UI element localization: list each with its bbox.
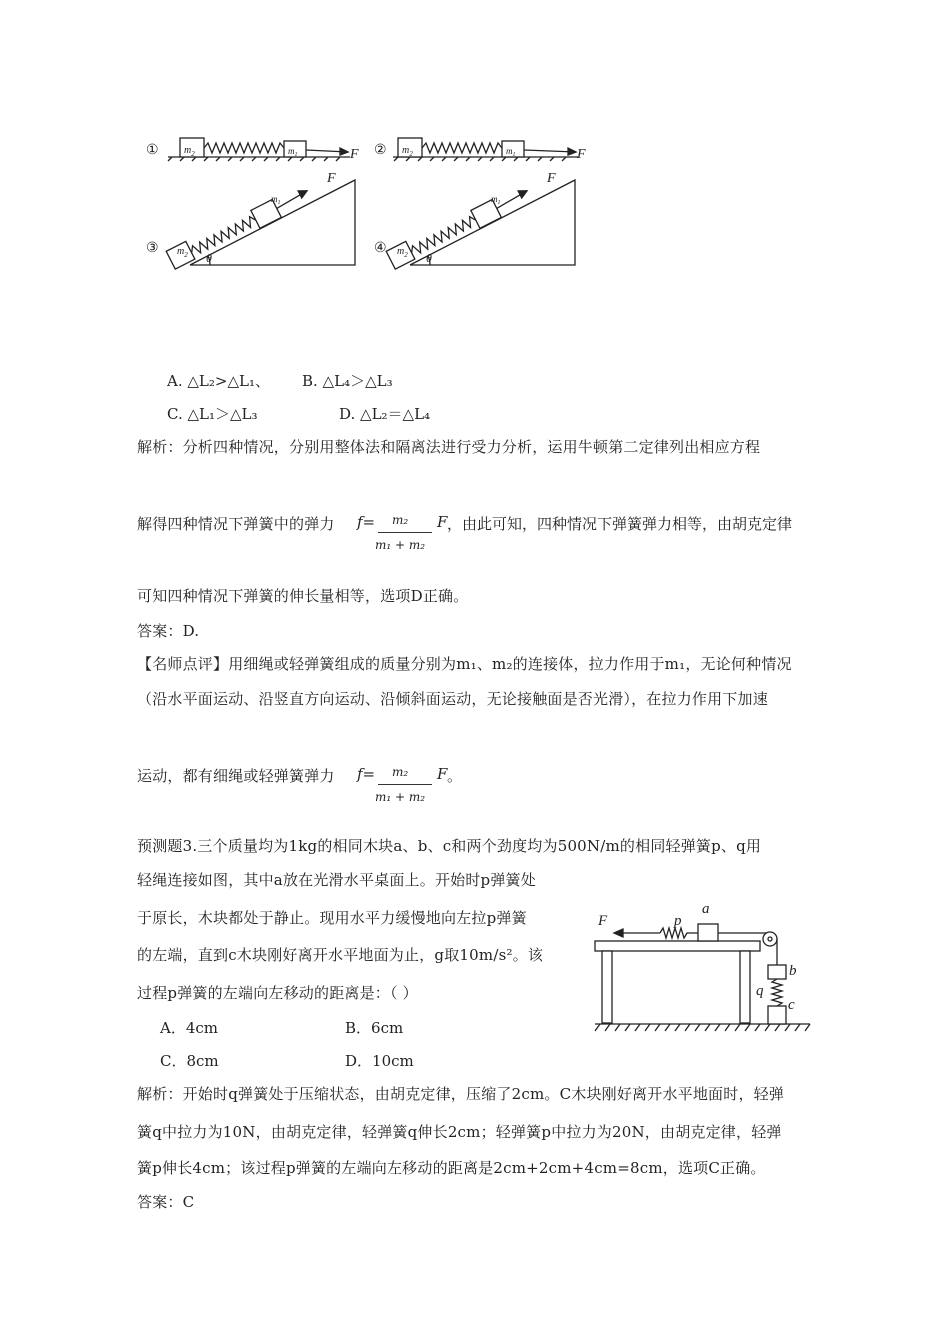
fig-label-b: b (789, 963, 797, 979)
q3-stem-1: 预测题3.三个质量均为1kg的相同木块a、b、c和两个劲度均为500N/m的相同轻弹簧p、q用 (137, 837, 762, 855)
comment-line-3: 运动，都有细绳或轻弹簧弹力 (137, 767, 335, 785)
q3-stem-2: 轻绳连接如图，其中a放在光滑水平桌面上。开始时p弹簧处 (137, 871, 536, 889)
svg-text:F: F (547, 171, 556, 186)
formula-numerator: m₂ (392, 513, 409, 527)
label-2: ② (374, 143, 387, 158)
analysis-line-3: 可知四种情况下弹簧的伸长量相等，选项D正确。 (137, 587, 469, 605)
formula-denominator-2: m₁ + m₂ (375, 790, 426, 804)
label-4: ④ (374, 241, 387, 256)
q3-stem-3: 于原长，木块都处于静止。现用水平力缓慢地向左拉p弹簧 (137, 909, 527, 927)
svg-text:F: F (350, 147, 359, 162)
answer-q2: 答案：D. (137, 622, 200, 640)
analysis-line-2b: ，由此可知，四种情况下弹簧弹力相等，由胡克定律 (447, 515, 793, 533)
q3-option-a: A．4cm (160, 1019, 219, 1037)
option-b: B. △L₄＞△L₃ (302, 372, 393, 390)
comment-line-1: 【名师点评】用细绳或轻弹簧组成的质量分别为m₁、m₂的连接体，拉力作用于m₁，无论何种情况 (137, 655, 792, 673)
q3-stem-5: 过程p弹簧的左端向左移动的距离是：（ ） (137, 984, 418, 1002)
svg-text:F: F (577, 147, 586, 162)
q3-option-c: C．8cm (160, 1052, 219, 1070)
svg-text:m1: $m_1$ (271, 194, 281, 206)
svg-text:θ: θ (426, 251, 432, 265)
fig-label-a: a (702, 901, 710, 917)
q3-option-b: B．6cm (345, 1019, 404, 1037)
fig-label-p: p (674, 913, 682, 929)
q3-analysis-3: 簧p伸长4cm；该过程p弹簧的左端向左移动的距离是2cm+2cm+4cm=8cm，选项C正确。 (137, 1159, 766, 1177)
svg-text:θ: θ (206, 251, 212, 265)
label-3: ③ (146, 241, 159, 256)
formula-f-2: f= (357, 765, 376, 783)
svg-text:m2: $m_2$ (184, 145, 195, 158)
spring-blocks-figure (140, 130, 600, 275)
fraction-bar-2 (378, 784, 432, 785)
option-a: A. △L₂>△L₁、 (167, 372, 270, 390)
svg-text:m2: $m_2$ (402, 145, 413, 158)
formula-numerator-2: m₂ (392, 765, 409, 779)
svg-text:m2: $m_2$ (397, 246, 408, 259)
option-d: D. △L₂＝△L₄ (339, 405, 431, 423)
comment-line-2: （沿水平面运动、沿竖直方向运动、沿倾斜面运动，无论接触面是否光滑），在拉力作用下加速 (137, 690, 768, 708)
q3-stem-4: 的左端，直到c木块刚好离开水平地面为止，g取10m/s²。该 (137, 946, 544, 964)
label-1: ① (146, 143, 159, 158)
q3-answer: 答案：C (137, 1193, 195, 1211)
option-c: C. △L₁＞△L₃ (167, 405, 258, 423)
formula-denominator: m₁ + m₂ (375, 538, 426, 552)
table-spring-figure (590, 895, 820, 1040)
analysis-line-1: 解析：分析四种情况，分别用整体法和隔离法进行受力分析，运用牛顿第二定律列出相应方程 (137, 438, 761, 456)
svg-text:m2: $m_2$ (177, 246, 188, 259)
fraction-bar (378, 532, 432, 533)
fig-label-F: F (598, 913, 608, 929)
fig-label-c: c (788, 997, 795, 1013)
fig-label-q: q (756, 983, 764, 999)
q3-analysis-2: 簧q中拉力为10N，由胡克定律，轻弹簧q伸长2cm；轻弹簧p中拉力为20N，由胡克定律，轻弹 (137, 1123, 782, 1141)
formula-f: f= (357, 513, 376, 531)
q3-analysis-1: 解析：开始时q弹簧处于压缩状态，由胡克定律，压缩了2cm。C木块刚好离开水平地面时，轻弹 (137, 1085, 785, 1103)
svg-text:m1: $m_1$ (491, 194, 501, 206)
formula-F: F (437, 513, 448, 531)
q3-option-d: D．10cm (345, 1052, 414, 1070)
svg-text:m1: $m_1$ (506, 146, 516, 158)
comment-end: 。 (447, 767, 463, 785)
analysis-line-2: 解得四种情况下弹簧中的弹力 (137, 515, 335, 533)
svg-text:F: F (327, 171, 336, 186)
formula-F-2: F (437, 765, 448, 783)
svg-text:m1: $m_1$ (288, 146, 298, 158)
